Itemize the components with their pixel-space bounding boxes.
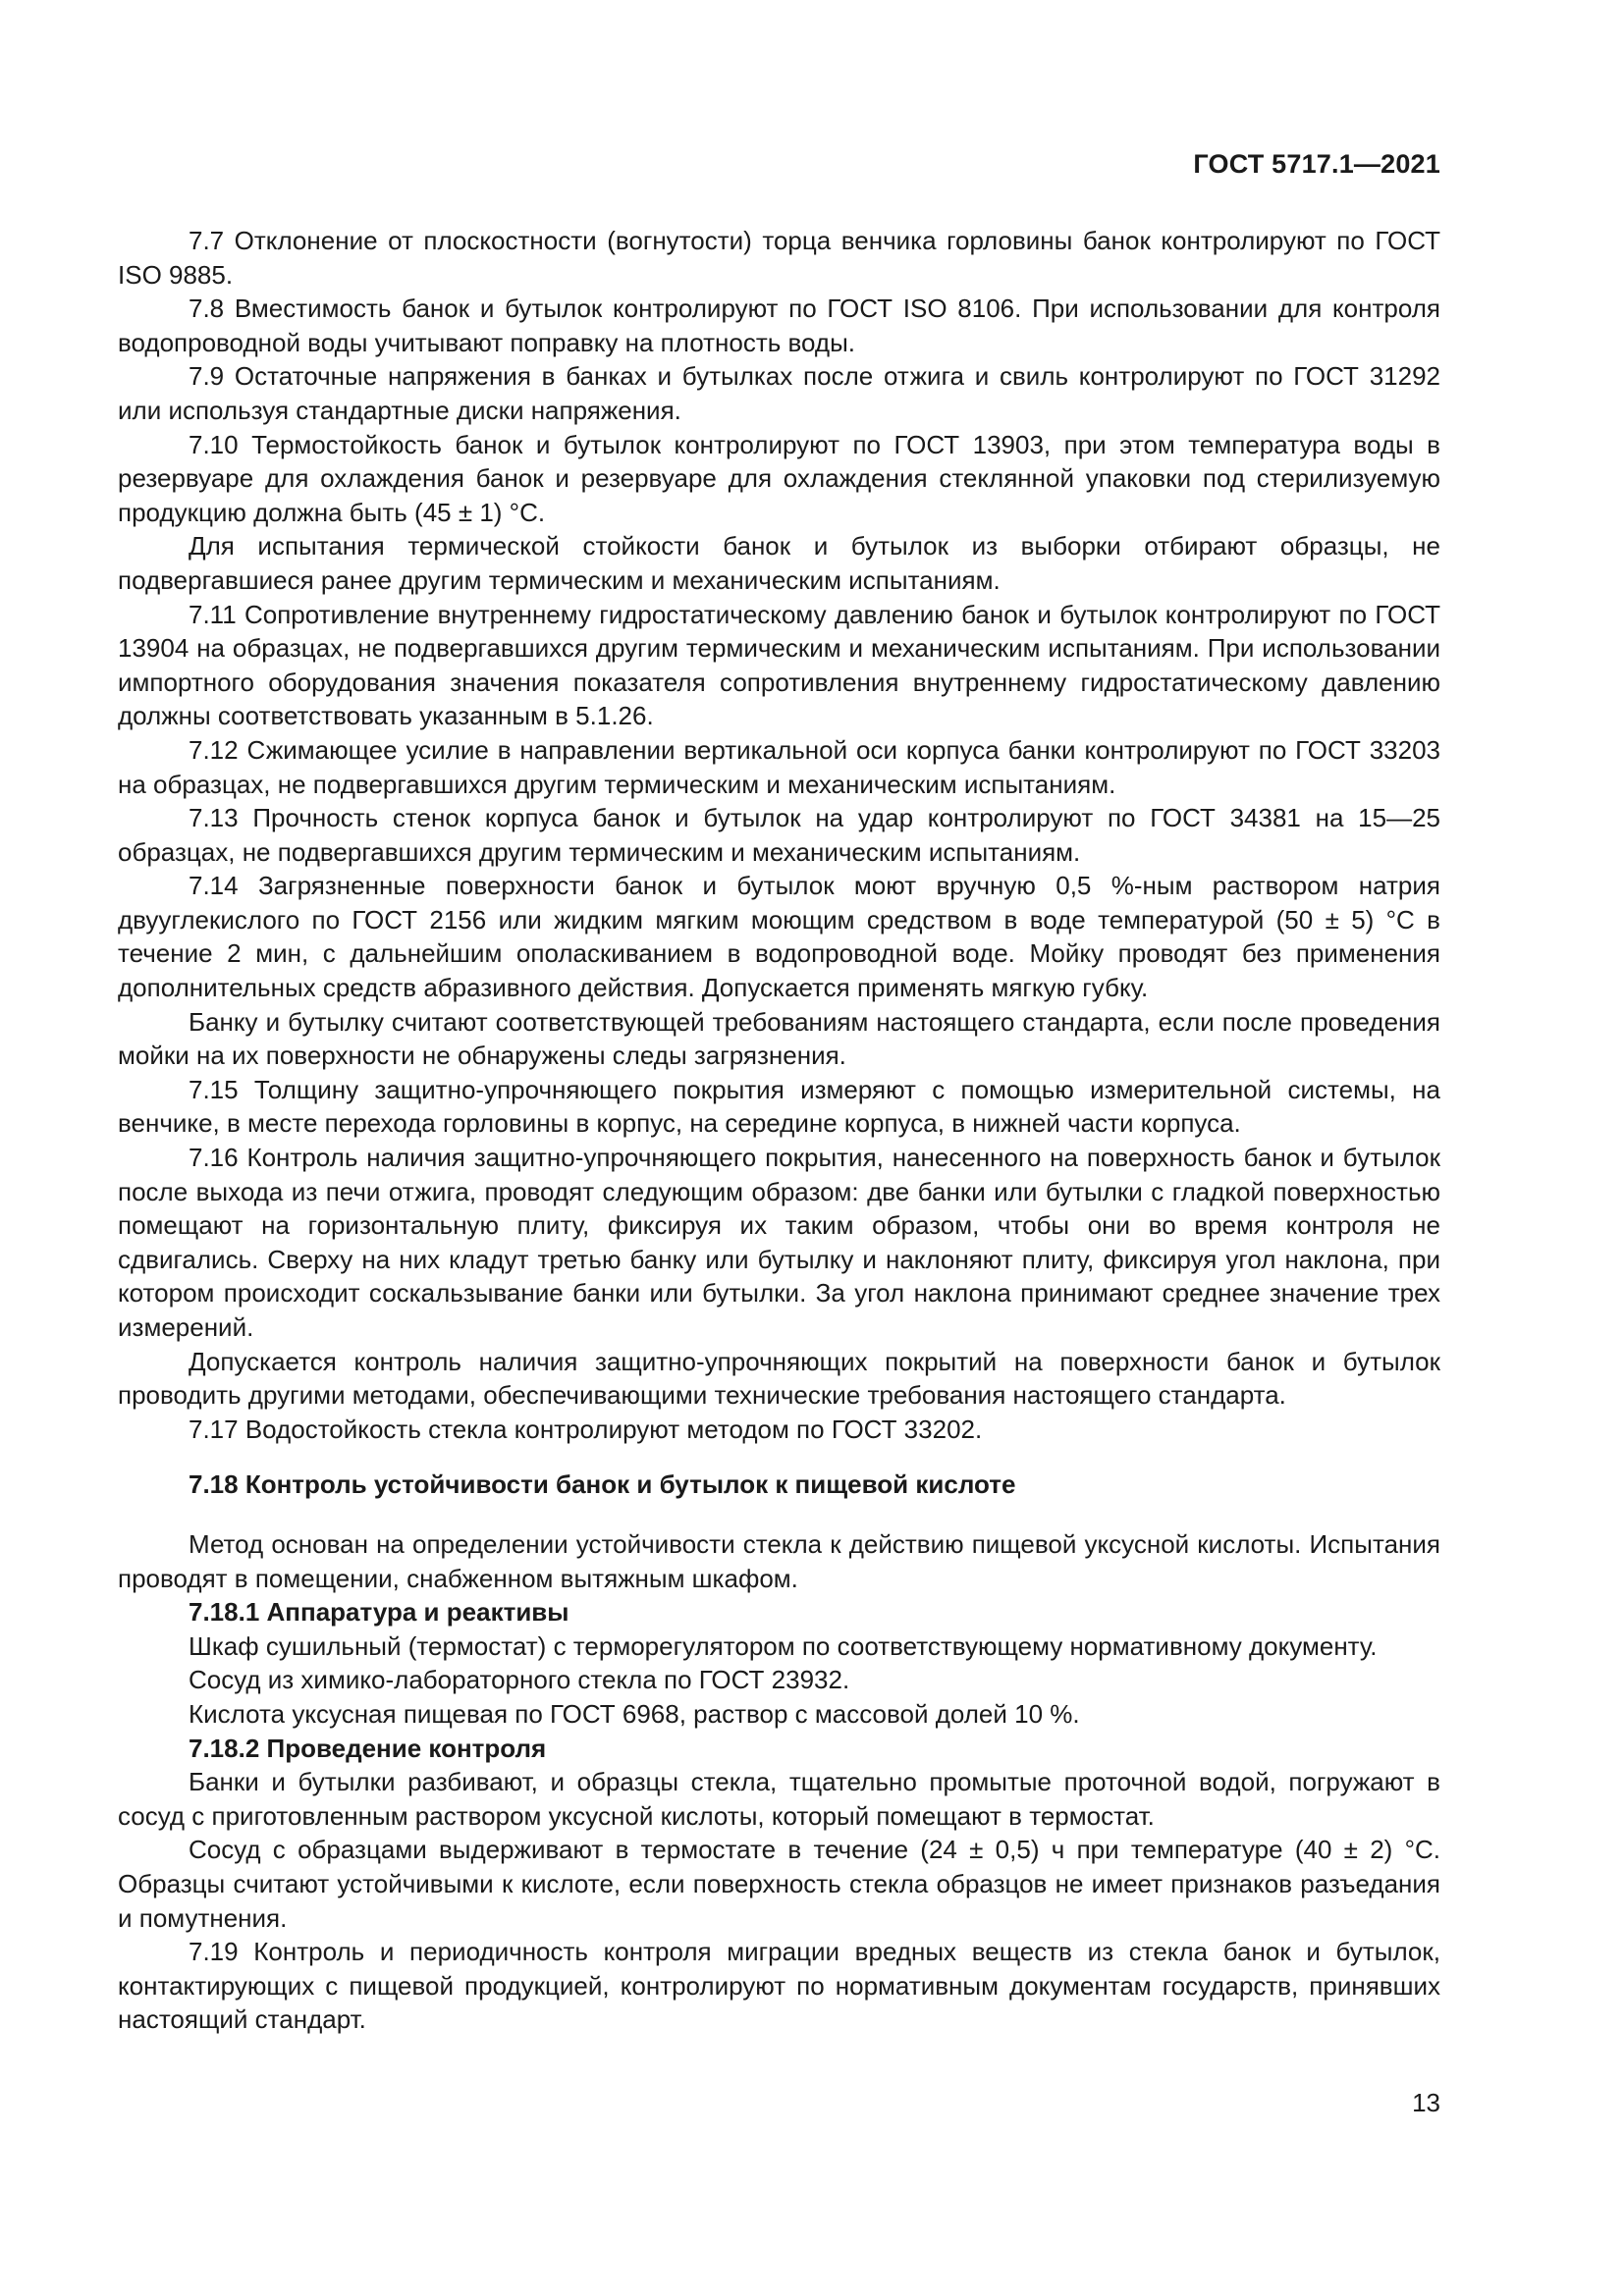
body-paragraph: Допускается контроль наличия защитно-упрочняющих покрытий на поверхности банок и бутылок проводить другими методами, обеспечивающими технические требования настоящего стандарта.	[118, 1346, 1440, 1411]
body-paragraph: 7.15 Толщину защитно-упрочняющего покрытия измеряют с помощью измерительной системы, на венчике, в месте перехода горловины в корпус, на середине корпуса, в нижней части корпуса.	[118, 1074, 1440, 1139]
body-paragraph: Сосуд из химико-лабораторного стекла по ГОСТ 23932.	[189, 1665, 850, 1695]
page-number: 13	[1412, 2088, 1440, 2117]
body-paragraph: Банку и бутылку считают соответствующей требованиям настоящего стандарта, если после проведения мойки на их поверхности не обнаружены следы загрязнения.	[118, 1006, 1440, 1071]
body-paragraph: Метод основан на определении устойчивости стекла к действию пищевой уксусной кислоты. Испытания проводят в помещении, снабженном вытяжным шкафом.	[118, 1528, 1440, 1593]
body-paragraph: Для испытания термической стойкости банок и бутылок из выборки отбирают образцы, не подвергавшиеся ранее другим термическим и механическим испытаниям.	[118, 531, 1440, 595]
body-paragraph: 7.17 Водостойкость стекла контролируют методом по ГОСТ 33202.	[189, 1414, 983, 1444]
section-heading: 7.18 Контроль устойчивости банок и бутылок к пищевой кислоте	[189, 1469, 1016, 1500]
body-paragraph: 7.13 Прочность стенок корпуса банок и бутылок на удар контролируют по ГОСТ 34381 на 15—25 образцах, не подвергавшихся другим термическим и механическим испытаниям.	[118, 803, 1440, 867]
body-paragraph: 7.19 Контроль и периодичность контроля миграции вредных веществ из стекла банок и бутылок, контактирующих с пищевой продукцией, контролируют по нормативным документам государств, принявших настоящий стандарт.	[118, 1937, 1440, 2035]
body-paragraph: 7.12 Сжимающее усилие в направлении вертикальной оси корпуса банки контролируют по ГОСТ 33203 на образцах, не подвергавшихся другим термическим и механическим испытаниям.	[118, 734, 1440, 799]
body-paragraph: 7.7 Отклонение от плоскостности (вогнутости) торца венчика горловины банок контролируют по ГОСТ ISO 9885.	[118, 226, 1440, 290]
body-paragraph: 7.8 Вместимость банок и бутылок контролируют по ГОСТ ISO 8106. При использовании для контроля водопроводной воды учитывают поправку на плотность воды.	[118, 294, 1440, 357]
subsection-heading: 7.18.1 Аппаратура и реактивы	[189, 1597, 569, 1628]
body-paragraph: 7.9 Остаточные напряжения в банках и бутылках после отжига и свиль контролируют по ГОСТ 31292 или используя стандартные диски напряжения.	[118, 361, 1440, 425]
document-body	[118, 224, 1440, 2037]
body-paragraph: Кислота уксусная пищевая по ГОСТ 6968, раствор с массовой долей 10 %.	[189, 1698, 1080, 1729]
body-paragraph: 7.14 Загрязненные поверхности банок и бутылок моют вручную 0,5 %-ным раствором натрия двууглекислого по ГОСТ 2156 или жидким мягким моющим средством в воде температурой (50 ± 5) °С в течение 2 мин, с дальнейшим ополаскиванием в водопроводной воде. Мойку проводят без применения дополнительных средств абразивного действия. Допускается применять мягкую губку.	[118, 871, 1440, 1003]
body-paragraph: Банки и бутылки разбивают, и образцы стекла, тщательно промытые проточной водой, погружают в сосуд с приготовленным раствором уксусной кислоты, который помещают в термостат.	[118, 1767, 1440, 1831]
document-code: ГОСТ 5717.1—2021	[1193, 149, 1440, 179]
body-paragraph: 7.11 Сопротивление внутреннему гидростатическому давлению банок и бутылок контролируют по ГОСТ 13904 на образцах, не подвергавшихся другим термическим и механическим испытаниям. При использовании импортного оборудования значения показателя сопротивления внутреннему гидростатическому давлению должны соответствовать указанным в 5.1.26.	[118, 599, 1440, 731]
body-paragraph: Сосуд с образцами выдерживают в термостате в течение (24 ± 0,5) ч при температуре (40 ± 2) °С. Образцы считают устойчивыми к кислоте, если поверхность стекла образцов не имеет признаков разъедания и помутнения.	[118, 1835, 1440, 1933]
subsection-heading: 7.18.2 Проведение контроля	[189, 1733, 547, 1763]
body-paragraph: 7.10 Термостойкость банок и бутылок контролируют по ГОСТ 13903, при этом температура воды в резервуаре для охлаждения банок и резервуаре для охлаждения стеклянной упаковки под стерилизуемую продукцию должна быть (45 ± 1) °С.	[118, 429, 1440, 527]
body-paragraph: 7.16 Контроль наличия защитно-упрочняющего покрытия, нанесенного на поверхность банок и бутылок после выхода из печи отжига, проводят следующим образом: две банки или бутылки с гладкой поверхностью помещают на горизонтальную плиту, фиксируя их таким образом, чтобы они во время контроля не сдвигались. Сверху на них кладут третью банку или бутылку и наклоняют плиту, фиксируя угол наклона, при котором происходит соскальзывание банки или бутылки. За угол наклона принимают среднее значение трех измерений.	[118, 1143, 1440, 1342]
body-paragraph: Шкаф сушильный (термостат) с терморегулятором по соответствующему нормативному документу.	[189, 1630, 1378, 1661]
